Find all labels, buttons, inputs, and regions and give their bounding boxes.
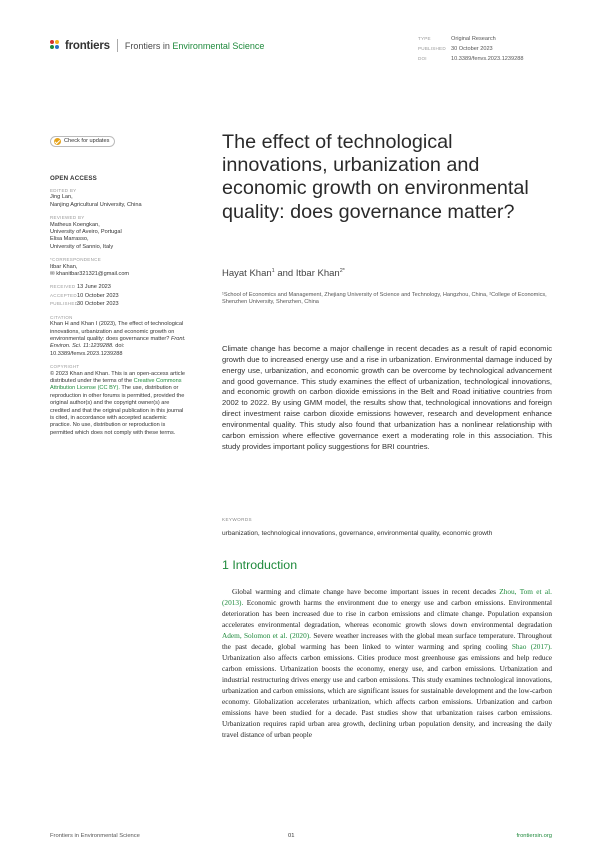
keywords-label: KEYWORDS	[222, 517, 252, 522]
journal-name: Frontiers in Environmental Science	[124, 40, 265, 51]
logo-text: frontiers	[65, 39, 110, 52]
check-for-updates-button[interactable]: Check for updates	[50, 136, 115, 147]
open-access-label: OPEN ACCESS	[50, 174, 98, 182]
paragraph	[222, 586, 552, 740]
page-header	[0, 0, 600, 80]
footer-journal: Frontiers in Environmental Science	[50, 833, 140, 839]
citation-text: Khan H and Khan I (2023), The effect of technological innovations, urbanization and economic growth on environmental quality: does governance matter? Front. Environ. Sci. 11:1239288. doi: 10.3389/fenvs.2023.1239288	[50, 321, 186, 357]
paragraph-text: Urbanization also affects carbon emissions. Cities produce most greenhouse gas emissions and help reduce carbon emissions. Urbanization boosts the economy, energy use, and carbon emissions. Urbanization and industrial restructuring drives energy use and carbon emissions. This study examines technological innovations, urbanization and carbon emissions, which are significant issues for sustainable development and the low-carbon economy. Globalization accelerates urbanization, which affects carbon emissions. Urbanization and carbon emissions have been studied for a decade. Past studies show that urbanization raises carbon emissions. Urbanization requires rapid urban area growth, declining urban population density, and increasing the daily travel distance of urban people	[222, 653, 552, 739]
reviewer-affiliation: University of Sannio, Italy	[50, 243, 114, 250]
reviewer-affiliation: University of Aveiro, Portugal	[50, 229, 122, 236]
meta-published: PUBLISHED 30 October 2023	[418, 46, 493, 52]
affiliations: ¹School of Economics and Management, Zhejiang University of Science and Technology, Hangzhou, China, ²College of Economics, Shenzhen University, Shenzhen, China	[222, 292, 547, 306]
citation-link[interactable]: Shao (2017).	[511, 642, 553, 651]
citation-link[interactable]: Adem, Solomon et al. (2020).	[222, 631, 311, 640]
frontiers-logo-icon	[50, 40, 62, 52]
page-number: 01	[288, 833, 295, 839]
meta-type: TYPE Original Research	[418, 36, 496, 42]
correspondence-email[interactable]: ✉ khanitbar321321@gmail.com	[50, 271, 130, 278]
citation-link[interactable]: Zhou, Tom et al. (2013).	[222, 587, 552, 607]
check-icon	[54, 138, 61, 145]
reviewed-by-label: REVIEWED BY	[50, 215, 85, 221]
editor-affiliation: Nanjing Agricultural University, China	[50, 201, 142, 208]
article-meta	[418, 34, 523, 64]
date-received: RECEIVED 13 June 2023	[50, 284, 111, 291]
section-heading-introduction: 1 Introduction	[222, 558, 298, 572]
dates-block	[50, 283, 188, 308]
paragraph-text: Global warming and climate change have become important issues in recent decades	[232, 587, 500, 596]
keywords: urbanization, technological innovations, governance, environmental quality, economic growth	[222, 530, 493, 537]
reviewer-name: Elisa Marrasso,	[50, 236, 89, 243]
abstract: Climate change has become a major challenge in recent decades as a result of rapid economic growth due to increased energy use and a rise in urbanization. Environmental damage induced by energy use, urbanization, and economic growth can be overcome by technological advancement and good governance. This study examines the effect of urbanization, technological innovations, and economic growth on carbon dioxide emissions in the Belt and Road initiative countries from 2002 to 2022. By using GMM model, the results show that, technological innovations and foreign direct investment raise carbon dioxide emissions however, research and development enhance environmental quality. This study also found that urbanization has a nonlinear relationship with carbon emission where effective governance exert a moderating role in this association. This study provides important policy suggestions for BRI countries.	[222, 344, 552, 451]
copyright-text: © 2023 Khan and Khan. This is an open-access article distributed under the terms of the Creative Commons Attribution License (CC BY). The use, distribution or reproduction in other forums is permitted, provided the original author(s) and the copyright owner(s) are credited and that the original publication in this journal is cited, in accordance with accepted academic practice. No use, distribution or reproduction is permitted which does not comply with these terms.	[50, 370, 185, 436]
paragraph-text: Economic growth harms the environment due to energy use and carbon emissions. Environmental deterioration has been increased due to rise in carbon emissions and climate change. Population expansion accelerates environmental degradation, whereas economic growth slows down environmental degradation	[222, 598, 552, 629]
copyright-label: COPYRIGHT	[50, 364, 80, 370]
journal-logo[interactable]	[50, 39, 264, 52]
reviewer-name: Matheus Koengkan,	[50, 221, 100, 228]
article-title: The effect of technological innovations, urbanization and economic growth on environmental quality: does governance matter?	[222, 131, 529, 223]
author-name: Itbar Khan	[295, 268, 340, 280]
meta-doi: DOI 10.3389/fenvs.2023.1239288	[418, 56, 524, 62]
correspondence-name: Itbar Khan,	[50, 263, 78, 270]
footer-site-link[interactable]: frontiersin.org	[516, 833, 552, 839]
introduction-body	[222, 586, 552, 740]
date-published: PUBLISHED30 October 2023	[50, 301, 119, 308]
edited-by-label: EDITED BY	[50, 188, 77, 194]
date-accepted: ACCEPTED10 October 2023	[50, 292, 119, 299]
correspondence-label: *CORRESPONDENCE	[50, 257, 102, 263]
logo-divider	[117, 39, 118, 52]
editor-name: Jing Lan,	[50, 194, 73, 201]
author-name: Hayat Khan	[222, 268, 272, 280]
citation-label: CITATION	[50, 314, 73, 320]
article-sidebar	[50, 136, 188, 437]
cc-license-link[interactable]: Creative Commons Attribution License (CC BY).	[50, 377, 182, 392]
paragraph-text: Severe weather increases with the global mean surface temperature. Throughout the past decade, global warming has been linked to winter warming and spring cooling	[222, 631, 552, 651]
author-list: Hayat Khan$^1$ and Itbar Khan$^{2*}$	[222, 268, 345, 280]
